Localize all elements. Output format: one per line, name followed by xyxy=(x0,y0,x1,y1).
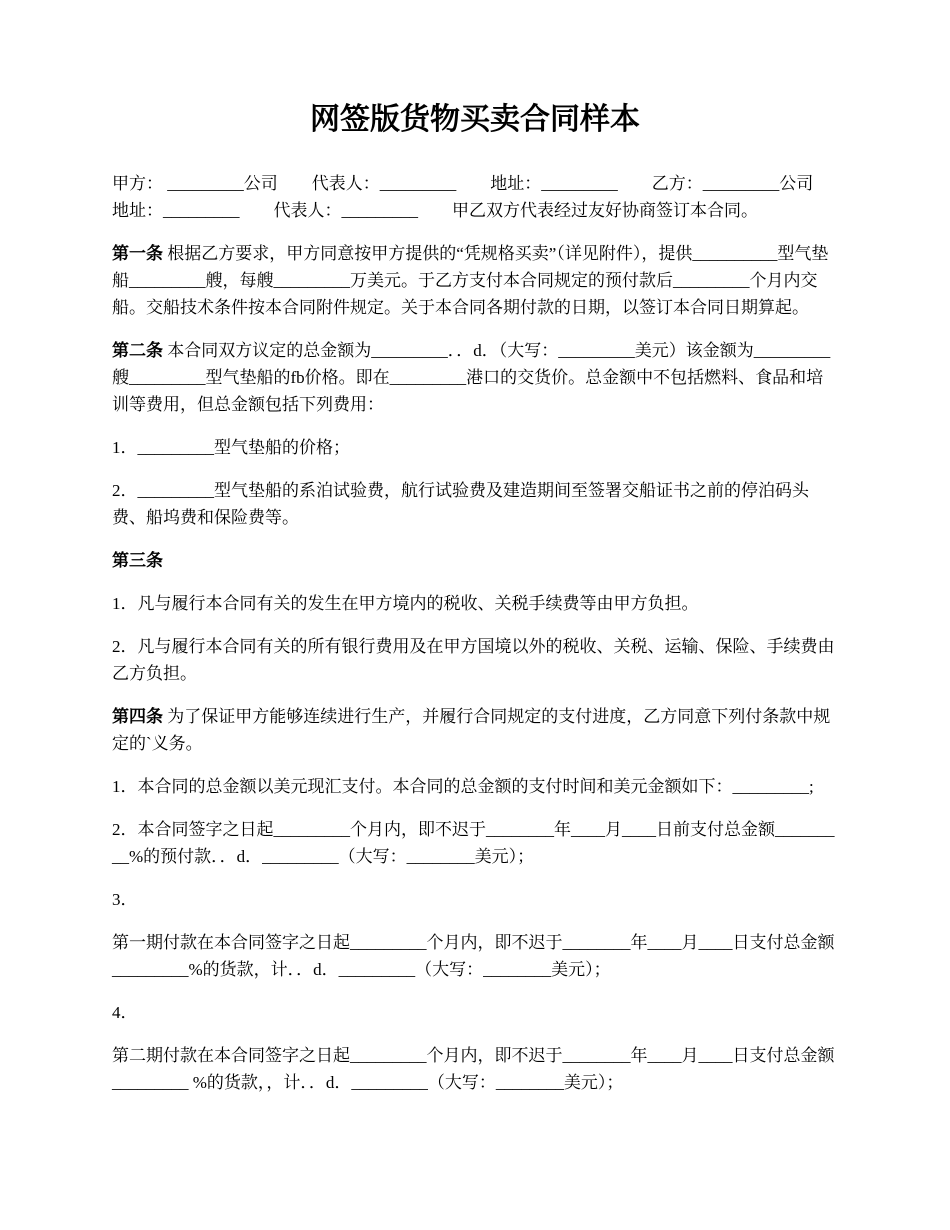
clause-lead: 第三条 xyxy=(112,551,163,570)
clause-2-item-2 xyxy=(112,477,838,531)
paragraph-text: 第一期付款在本合同签字之日起_________个月内，即不迟于________年____月____日支付总金额_________%的货款，计．．d．_________（大写：________美元）； xyxy=(112,933,835,979)
paragraph-parties xyxy=(112,170,848,224)
clause-4-second-installment xyxy=(112,1042,838,1096)
paragraph-text: 2．_________型气垫船的系泊试验费，航行试验费及建造期间至签署交船证书之前的停泊码头费、船坞费和保险费等。 xyxy=(112,481,809,527)
paragraph-text: 第二期付款在本合同签字之日起_________个月内，即不迟于________年____月____日支付总金额_________ %的货款，，计．．d．_________（大写：________美元）； xyxy=(112,1046,835,1092)
clause-3-item-2 xyxy=(112,633,838,687)
clause-lead: 第四条 xyxy=(112,707,163,726)
paragraph-text: 为了保证甲方能够连续进行生产，并履行合同规定的支付进度，乙方同意下列付条款中规定的`义务。 xyxy=(112,707,831,753)
clause-2-item-1 xyxy=(112,434,838,461)
clause-lead: 第二条 xyxy=(112,341,163,360)
paragraph-text: 1．本合同的总金额以美元现汇支付。本合同的总金额的支付时间和美元金额如下：_________; xyxy=(112,777,814,796)
paragraph-text: 2．本合同签字之日起_________个月内，即不迟于________年____月____日前支付总金额_________%的预付款．．d．_________（大写：________美元）； xyxy=(112,820,835,866)
clause-4-first-installment xyxy=(112,929,838,983)
clause-3-heading xyxy=(112,547,838,574)
clause-4-item-4-label xyxy=(112,999,838,1026)
paragraph-text: 2．凡与履行本合同有关的所有银行费用及在甲方国境以外的税收、关税、运输、保险、手续费由乙方负担。 xyxy=(112,637,835,683)
clause-2 xyxy=(112,337,838,418)
paragraph-text: 3． xyxy=(112,890,138,909)
document-title: 网签版货物买卖合同样本 xyxy=(310,103,640,136)
clause-4-item-1 xyxy=(112,773,838,800)
clause-4-item-2 xyxy=(112,816,838,870)
paragraph-text: 甲方： _________公司 代表人：_________ 地址：_________ 乙方：_________公司 地址：_________ 代表人：_________ 甲乙双方代表经过友好协商签订本合同。 xyxy=(112,174,848,220)
clause-4-item-3-label xyxy=(112,886,838,913)
paragraph-text: 根据乙方要求，甲方同意按甲方提供的“凭规格买卖”（详见附件），提供__________型气垫船_________艘，每艘_________万美元。于乙方支付本合同规定的预付款后_________个月内交船。交船技术条件按本合同附件规定。关于本合同各期付款的日期，以签订本合同日期算起。 xyxy=(112,244,829,317)
clause-lead: 第一条 xyxy=(112,244,163,263)
clause-4 xyxy=(112,703,838,757)
paragraph-text: 4． xyxy=(112,1003,138,1022)
clause-3-item-1 xyxy=(112,590,838,617)
paragraph-text: 1．凡与履行本合同有关的发生在甲方境内的税收、关税手续费等由甲方负担。 xyxy=(112,594,699,613)
paragraph-text: 1．_________型气垫船的价格； xyxy=(112,438,350,457)
clause-1 xyxy=(112,240,838,321)
paragraph-text: 本合同双方议定的总金额为_________．．d．（大写：_________美元）该金额为_________艘_________型气垫船的fb价格。即在_________港口的交货价。总金额中不包括燃料、食品和培训等费用，但总金额包括下列费用： xyxy=(112,341,831,414)
